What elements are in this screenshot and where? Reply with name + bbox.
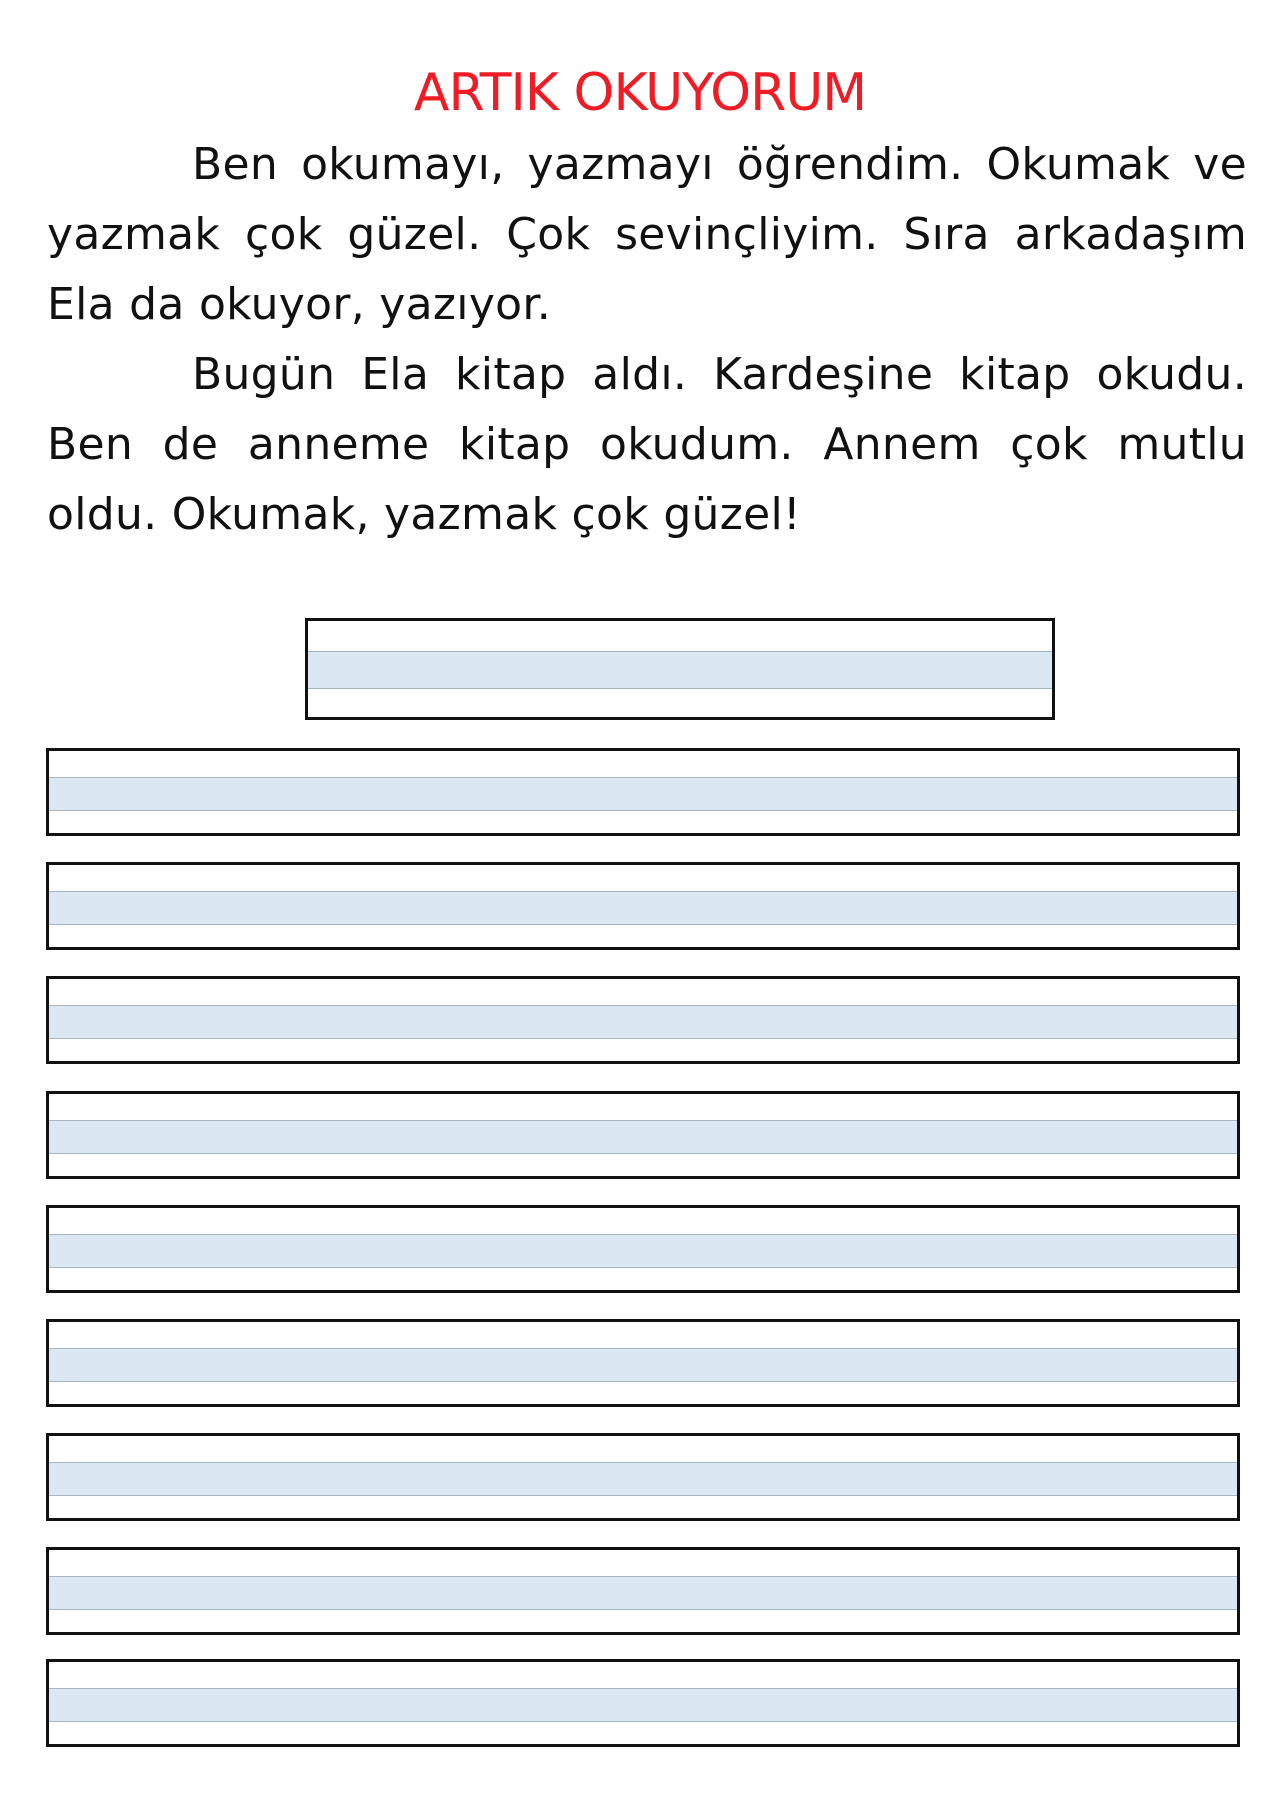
writing-line[interactable] [46, 1433, 1240, 1521]
writing-line[interactable] [46, 976, 1240, 1064]
guide-band [49, 1234, 1237, 1268]
writing-line[interactable] [46, 1319, 1240, 1407]
writing-line[interactable] [46, 862, 1240, 950]
guide-band [49, 777, 1237, 811]
guide-band [49, 1688, 1237, 1722]
guide-band [49, 891, 1237, 925]
guide-band [49, 1348, 1237, 1382]
writing-line[interactable] [46, 1547, 1240, 1635]
guide-band [49, 1462, 1237, 1496]
guide-band [49, 1576, 1237, 1610]
worksheet-title: ARTIK OKUYORUM [413, 63, 867, 123]
guide-band [49, 1005, 1237, 1039]
guide-band [49, 1120, 1237, 1154]
writing-line[interactable] [46, 1205, 1240, 1293]
paragraph-2: Bugün Ela kitap aldı. Kardeşine kitap okudu. Ben de anneme kitap okudum. Annem çok mutlu oldu. Okumak, yazmak çok güzel! [47, 349, 1247, 540]
guide-band [308, 651, 1052, 689]
title-writing-line[interactable] [305, 618, 1055, 720]
paragraph-1: Ben okumayı, yazmayı öğrendim. Okumak ve yazmak çok güzel. Çok sevinçliyim. Sıra arkadaşım Ela da okuyor, yazıyor. [47, 139, 1247, 330]
writing-line[interactable] [46, 748, 1240, 836]
writing-line[interactable] [46, 1091, 1240, 1179]
writing-line[interactable] [46, 1659, 1240, 1747]
